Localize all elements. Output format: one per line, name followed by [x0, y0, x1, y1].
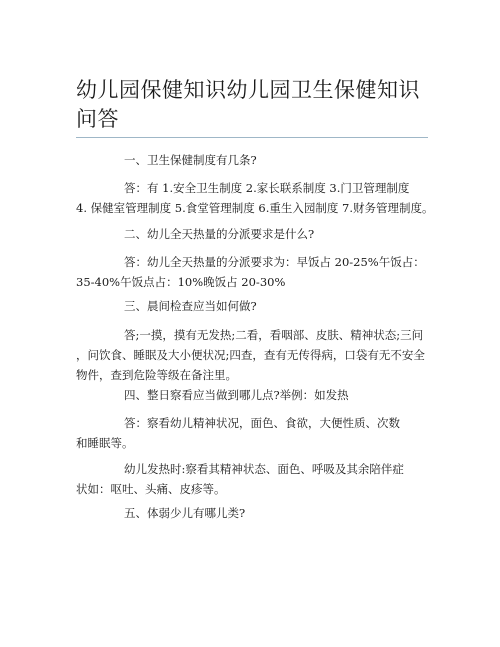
answer-line: 4. 保健室管理制度 5.食堂管理制度 6.重生入园制度 7.财务管理制度。 [76, 201, 434, 215]
answer-4 [76, 413, 436, 453]
answer-3 [76, 325, 436, 385]
answer-line: 答：幼儿全天热量的分派要求为：早饭占 20-25%午饭占： [124, 255, 425, 269]
question-3: 三、晨间检查应当如何做? [124, 299, 257, 313]
answer-2 [76, 252, 436, 292]
answer-1 [76, 178, 436, 218]
answer-line: 答;一摸，摸有无发热;二看，看咽部、皮肤、精神状态;三问 [124, 328, 424, 342]
answer-line: 答：察看幼儿精神状况，面色、食欲，大便性质、次数 [124, 416, 400, 430]
answer-line: 35-40%午饭点占：10%晚饭占 20-30% [76, 275, 286, 289]
answer-line: 和睡眠等。 [76, 436, 134, 450]
question-2: 二、幼儿全天热量的分派要求是什么? [124, 227, 315, 241]
title-line: 问答 [76, 107, 119, 131]
title-divider [76, 137, 428, 138]
answer-line: 答：有 1.安全卫生制度 2.家长联系制度 3.门卫管理制度 [124, 181, 410, 195]
fever-paragraph [76, 459, 436, 499]
question-5: 五、体弱少儿有哪儿类? [124, 506, 246, 520]
answer-line: ，问饮食、睡眠及大小便状况;四查，查有无传得病，口袋有无不安全 [76, 348, 425, 362]
paragraph-line: 幼儿发热时:察看其精神状态、面色、呼吸及其余陪伴症 [124, 462, 404, 476]
paragraph-line: 状如：呕吐、头痛、皮疹等。 [76, 482, 226, 496]
title-line: 幼儿园保健知识幼儿园卫生保健知识 [76, 78, 420, 102]
answer-line: 物件，查到危险等级在备注里。 [76, 368, 237, 382]
document-title [76, 76, 436, 134]
question-4: 四、整日察看应当做到哪儿点?举例：如发热 [124, 388, 349, 402]
question-1: 一、卫生保健制度有几条? [124, 153, 257, 167]
